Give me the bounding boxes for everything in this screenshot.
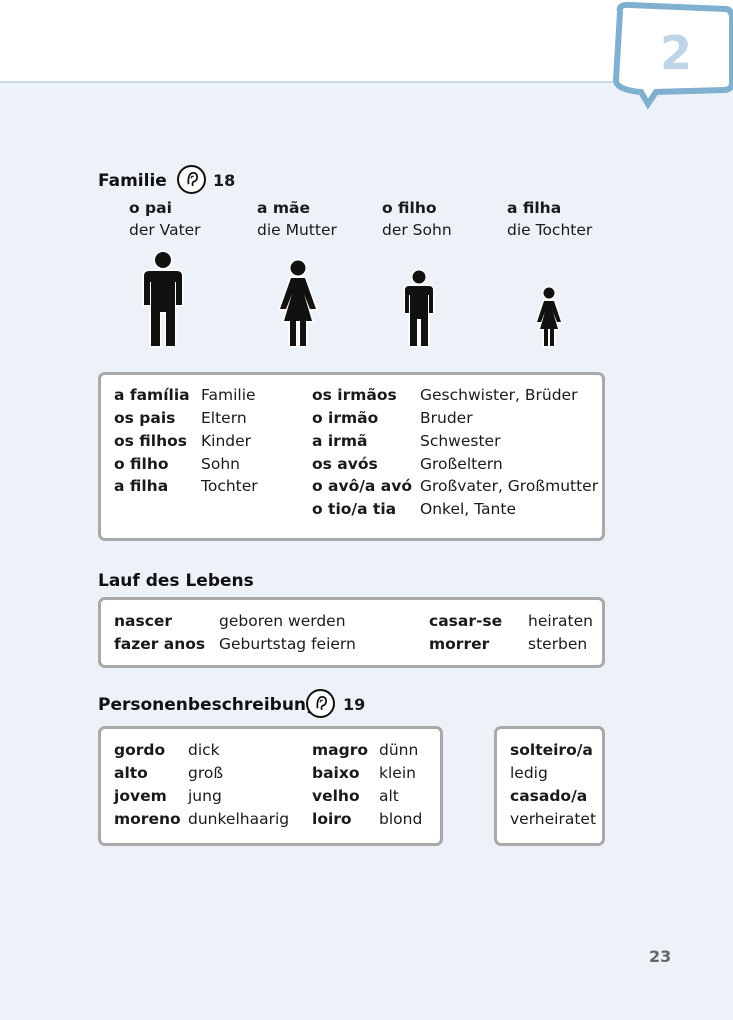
- girl-figure-icon: [534, 286, 564, 348]
- list-item: Tochter: [201, 477, 258, 495]
- member-de: die Tochter: [507, 221, 593, 239]
- page-number: 23: [649, 947, 672, 966]
- list-item: nascer: [114, 612, 173, 630]
- list-item: o filho: [114, 455, 169, 473]
- chapter-number: 2: [660, 26, 693, 80]
- list-item: a filha: [114, 477, 169, 495]
- list-item: verheiratet: [510, 810, 597, 828]
- list-item: dick: [188, 741, 220, 759]
- list-item: Geschwister, Brüder: [420, 386, 578, 404]
- list-item: os avós: [312, 455, 378, 473]
- list-item: solteiro/a: [510, 741, 593, 759]
- list-item: groß: [188, 764, 224, 782]
- list-item: sterben: [528, 635, 588, 653]
- member-de: die Mutter: [257, 221, 337, 239]
- ear-icon: [306, 689, 335, 718]
- list-item: geboren werden: [219, 612, 346, 630]
- list-item: a irmã: [312, 432, 368, 450]
- list-item: os filhos: [114, 432, 187, 450]
- list-item: klein: [379, 764, 416, 782]
- list-item: heiraten: [528, 612, 593, 630]
- list-item: o tio/a tia: [312, 500, 397, 518]
- list-item: casado/a: [510, 787, 588, 805]
- track-number: 19: [343, 695, 366, 714]
- woman-figure-icon: [276, 259, 320, 348]
- list-item: loiro: [312, 810, 352, 828]
- track-number: 18: [213, 171, 236, 190]
- familie-title: Familie: [98, 171, 167, 191]
- member-pt: a filha: [507, 199, 562, 217]
- list-item: Schwester: [420, 432, 501, 450]
- list-item: jovem: [114, 787, 167, 805]
- list-item: Kinder: [201, 432, 252, 450]
- member-pt: a mãe: [257, 199, 310, 217]
- member-mae: [257, 197, 337, 241]
- member-de: der Sohn: [382, 221, 452, 239]
- list-item: Eltern: [201, 409, 247, 427]
- member-pai: [129, 197, 201, 241]
- list-item: Sohn: [201, 455, 240, 473]
- member-de: der Vater: [129, 221, 201, 239]
- list-item: jung: [188, 787, 222, 805]
- member-pt: o filho: [382, 199, 437, 217]
- list-item: casar-se: [429, 612, 503, 630]
- list-item: os irmãos: [312, 386, 397, 404]
- list-item: Großvater, Großmutter: [420, 477, 599, 495]
- list-item: o irmão: [312, 409, 379, 427]
- list-item: moreno: [114, 810, 181, 828]
- list-item: Familie: [201, 386, 256, 404]
- list-item: ledig: [510, 764, 548, 782]
- list-item: velho: [312, 787, 360, 805]
- list-item: alto: [114, 764, 148, 782]
- list-item: gordo: [114, 741, 166, 759]
- list-item: morrer: [429, 635, 490, 653]
- list-item: Bruder: [420, 409, 473, 427]
- list-item: fazer anos: [114, 635, 206, 653]
- list-item: dünn: [379, 741, 419, 759]
- list-item: a família: [114, 386, 190, 404]
- list-item: magro: [312, 741, 368, 759]
- personen-title: Personenbeschreibung: [98, 695, 319, 715]
- list-item: Onkel, Tante: [420, 500, 516, 518]
- member-filho: [382, 197, 452, 241]
- list-item: Großeltern: [420, 455, 503, 473]
- ear-icon: [177, 165, 206, 194]
- list-item: baixo: [312, 764, 360, 782]
- lauf-vocab-box: [98, 597, 605, 668]
- member-filha: [507, 197, 592, 241]
- list-item: blond: [379, 810, 423, 828]
- list-item: os pais: [114, 409, 176, 427]
- list-item: alt: [379, 787, 399, 805]
- boy-figure-icon: [402, 269, 436, 348]
- member-pt: o pai: [129, 199, 172, 217]
- list-item: Geburtstag feiern: [219, 635, 356, 653]
- man-figure-icon: [140, 250, 186, 348]
- list-item: o avô/a avó: [312, 477, 412, 495]
- list-item: dunkelhaarig: [188, 810, 290, 828]
- lauf-title: Lauf des Lebens: [98, 571, 254, 591]
